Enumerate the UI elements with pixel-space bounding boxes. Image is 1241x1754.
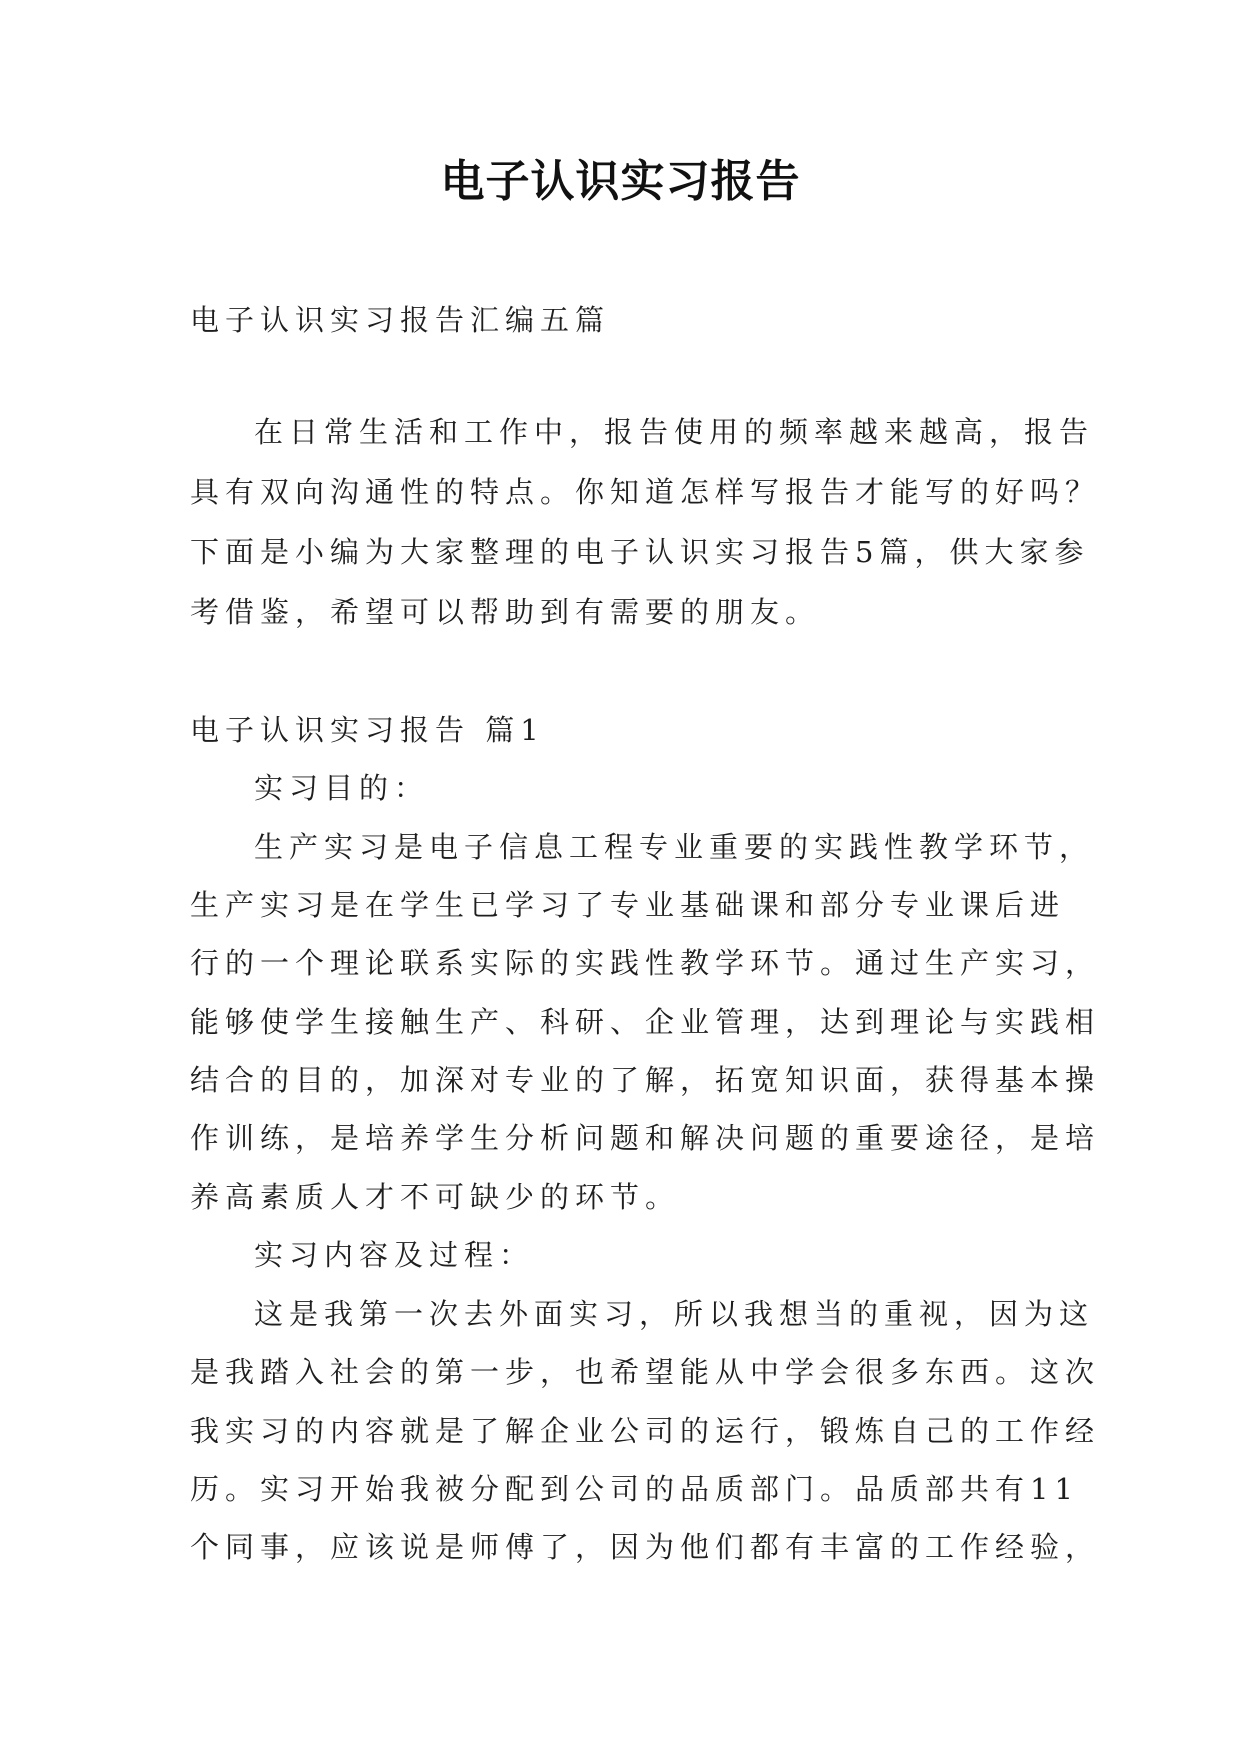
process-line-5: 个同事，应该说是师傅了，因为他们都有丰富的工作经验， bbox=[190, 1530, 1101, 1564]
process-line-4: 历。实习开始我被分配到公司的品质部门。品质部共有11 bbox=[190, 1472, 1079, 1506]
purpose-line-1: 生产实习是电子信息工程专业重要的实践性教学环节， bbox=[254, 830, 1095, 864]
document-subtitle: 电子认识实习报告汇编五篇 bbox=[190, 303, 611, 337]
process-line-3: 我实习的内容就是了解企业公司的运行，锻炼自己的工作经 bbox=[190, 1414, 1101, 1448]
purpose-line-3: 行的一个理论联系实际的实践性教学环节。通过生产实习， bbox=[190, 946, 1101, 980]
section-heading: 电子认识实习报告 篇1 bbox=[190, 713, 545, 747]
intro-line-3: 下面是小编为大家整理的电子认识实习报告5篇，供大家参 bbox=[190, 535, 1090, 569]
purpose-line-6: 作训练，是培养学生分析问题和解决问题的重要途径，是培 bbox=[190, 1121, 1101, 1155]
process-line-2: 是我踏入社会的第一步，也希望能从中学会很多东西。这次 bbox=[190, 1355, 1101, 1389]
intro-line-4: 考借鉴，希望可以帮助到有需要的朋友。 bbox=[190, 595, 821, 629]
purpose-line-2: 生产实习是在学生已学习了专业基础课和部分专业课后进 bbox=[190, 888, 1066, 922]
intro-line-2: 具有双向沟通性的特点。你知道怎样写报告才能写的好吗？ bbox=[190, 475, 1101, 509]
purpose-line-4: 能够使学生接触生产、科研、企业管理，达到理论与实践相 bbox=[190, 1005, 1101, 1039]
document-title: 电子认识实习报告 bbox=[440, 156, 801, 207]
purpose-line-5: 结合的目的，加深对专业的了解，拓宽知识面，获得基本操 bbox=[190, 1063, 1101, 1097]
intro-line-1: 在日常生活和工作中，报告使用的频率越来越高，报告 bbox=[254, 415, 1095, 449]
process-heading: 实习内容及过程： bbox=[254, 1238, 535, 1272]
process-line-1: 这是我第一次去外面实习，所以我想当的重视，因为这 bbox=[254, 1297, 1095, 1331]
purpose-heading: 实习目的： bbox=[254, 771, 430, 805]
purpose-line-7: 养高素质人才不可缺少的环节。 bbox=[190, 1180, 681, 1214]
